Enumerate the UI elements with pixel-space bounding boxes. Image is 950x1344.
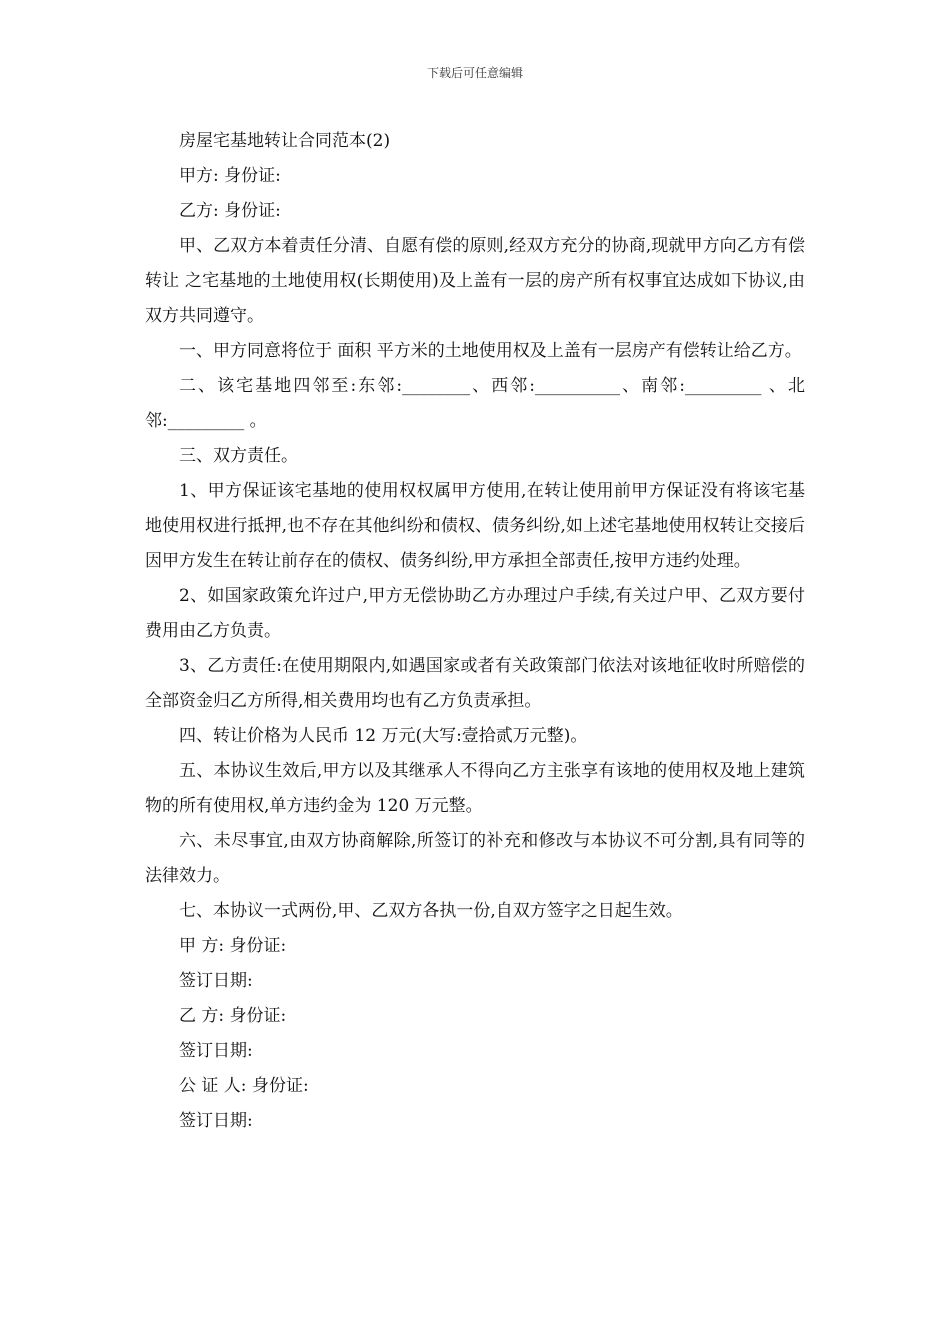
party-b-line: 乙方: 身份证: <box>179 201 281 221</box>
intro-paragraph: 甲、乙双方本着责任分清、自愿有偿的原则,经双方充分的协商,现就甲方向乙方有偿转让 之宅基地的土地使用权(长期使用)及上盖有一层的房产所有权事宜达成如下协议,由双方共同遵守。 <box>145 236 805 326</box>
signature-notary: 公 证 人: 身份证: <box>179 1076 309 1096</box>
clause-1: 一、甲方同意将位于 面积 平方米的土地使用权及上盖有一层房产有偿转让给乙方。 <box>179 341 802 361</box>
document-title: 房屋宅基地转让合同范本(2) <box>179 131 391 151</box>
page-header: 下载后可任意编辑 <box>426 66 523 80</box>
contract-body <box>145 124 805 1139</box>
clause-6: 六、未尽事宜,由双方协商解除,所签订的补充和修改与本协议不可分割,具有同等的法律效力。 <box>145 831 805 886</box>
signature-party-b: 乙 方: 身份证: <box>179 1006 287 1026</box>
sign-date-notary: 签订日期: <box>179 1111 253 1131</box>
sign-date-party-a: 签订日期: <box>179 971 253 991</box>
clause-3-2: 2、如国家政策允许过户,甲方无偿协助乙方办理过户手续,有关过户甲、乙双方要付费用由乙方负责。 <box>145 586 805 641</box>
clause-5: 五、本协议生效后,甲方以及其继承人不得向乙方主张享有该地的使用权及地上建筑物的所有使用权,单方违约金为 120 万元整。 <box>145 761 805 816</box>
clause-2: 二、该宅基地四邻至:东邻:________、西邻:__________、南邻:_________ 、北邻:_________ 。 <box>145 376 805 431</box>
clause-3-heading: 三、双方责任。 <box>179 446 298 466</box>
clause-3-3: 3、乙方责任:在使用期限内,如遇国家或者有关政策部门依法对该地征收时所赔偿的全部资金归乙方所得,相关费用均也有乙方负责承担。 <box>145 656 805 711</box>
signature-party-a: 甲 方: 身份证: <box>179 936 287 956</box>
party-a-line: 甲方: 身份证: <box>179 166 281 186</box>
sign-date-party-b: 签订日期: <box>179 1041 253 1061</box>
clause-7: 七、本协议一式两份,甲、乙双方各执一份,自双方签字之日起生效。 <box>179 901 683 921</box>
clause-4: 四、转让价格为人民币 12 万元(大写:壹拾贰万元整)。 <box>179 726 588 746</box>
clause-3-1: 1、甲方保证该宅基地的使用权权属甲方使用,在转让使用前甲方保证没有将该宅基地使用权进行抵押,也不存在其他纠纷和债权、债务纠纷,如上述宅基地使用权转让交接后因甲方发生在转让前存在的债权、债务纠纷,甲方承担全部责任,按甲方违约处理。 <box>145 481 805 571</box>
